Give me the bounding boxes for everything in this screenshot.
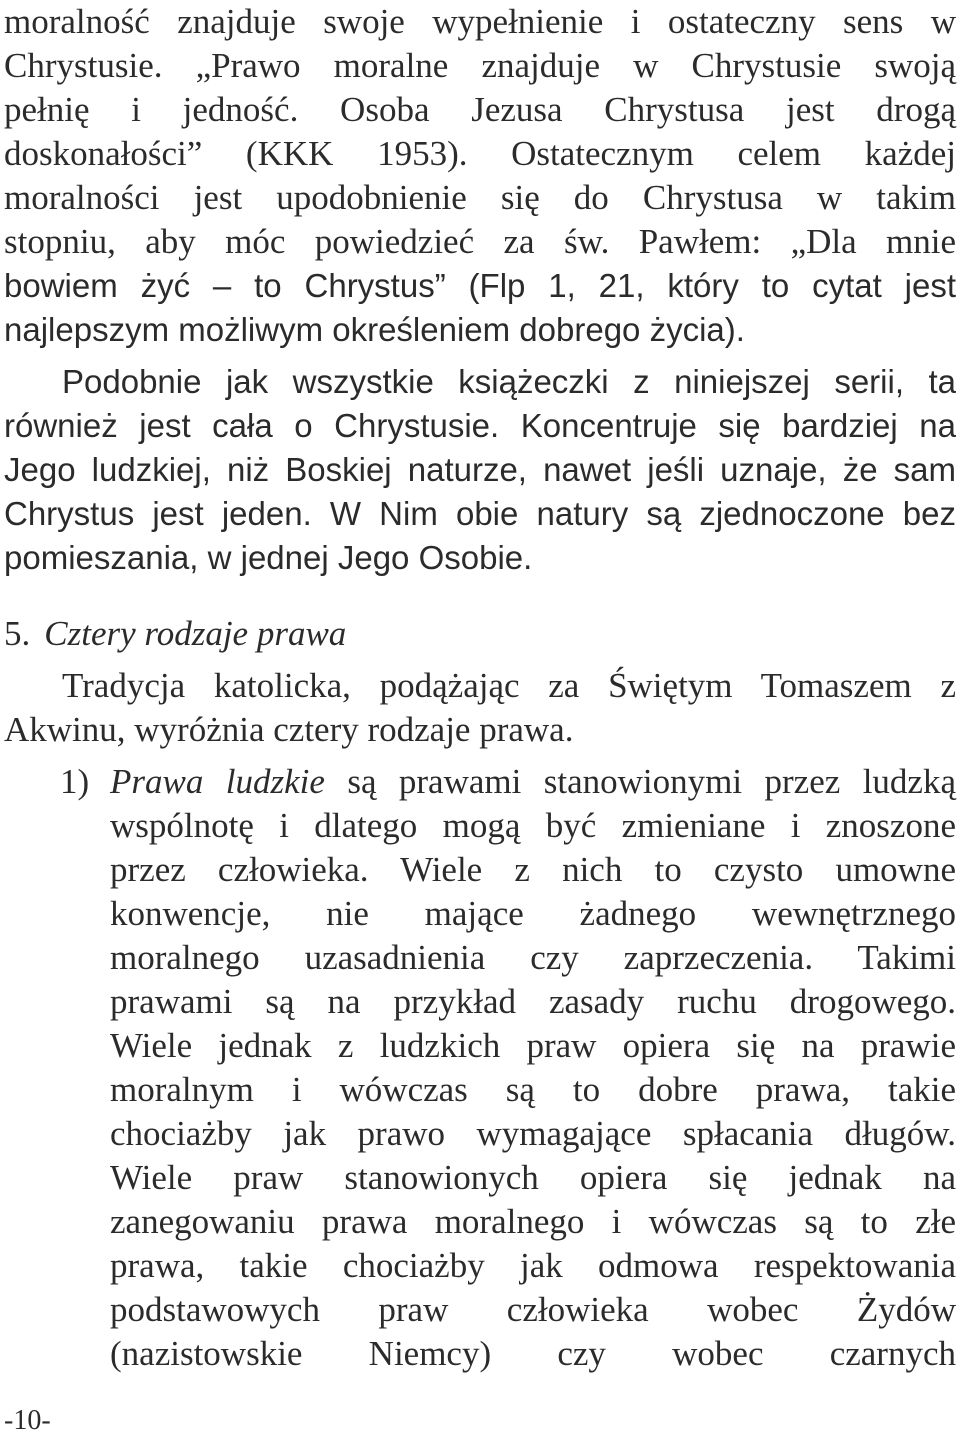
text-line: (nazistowskie Niemcy) czy wobec czarnych [110,1334,956,1373]
text-line: Chrystusie. „Prawo moralne znajduje w Chrystusie swoją [4,46,956,85]
text-line: Jego ludzkiej, niż Boskiej naturze, nawet jeśli uznaje, że sam [4,451,956,488]
list-item-number: 1) [60,762,90,801]
text-line: Tradycja katolicka, podążając za Świętym Tomaszem z [62,666,956,705]
text-line: również jest cała o Chrystusie. Koncentruje się bardziej na [4,407,956,444]
text-line: prawami są na przykład zasady ruchu drogowego. [110,982,956,1021]
text-line: chociażby jak prawo wymagające spłacania długów. [110,1114,956,1153]
text-line: podstawowych praw człowieka wobec Żydów [110,1290,956,1329]
text-line: Chrystus jest jeden. W Nim obie natury są zjednoczone bez [4,495,956,532]
text-line: moralność znajduje swoje wypełnienie i ostateczny sens w [4,2,956,41]
text-line: Wiele jednak z ludzkich praw opiera się na prawie [110,1026,956,1065]
section-title: Cztery rodzaje prawa [44,614,347,653]
list-item-term: Prawa ludzkie [110,762,325,801]
text-line: prawa, takie chociażby jak odmowa respektowania [110,1246,956,1285]
text-line: pomieszania, w jednej Jego Osobie. [4,539,533,576]
text-line: doskonałości” (KKK 1953). Ostatecznym celem każdej [4,134,956,173]
list-item-first-line [110,760,956,804]
text-line: stopniu, aby móc powiedzieć za św. Pawłem: „Dla mnie [4,222,956,261]
section-heading [4,612,346,656]
text-line: wspólnotę i dlatego mogą być zmieniane i znoszone [110,806,956,845]
page-number: -10- [4,1405,51,1436]
text-line: bowiem żyć – to Chrystus” (Flp 1, 21, który to cytat jest [4,267,956,304]
text-line: przez człowieka. Wiele z nich to czysto umowne [110,850,956,889]
section-number: 5. [4,614,31,653]
text-line: moralnego uzasadnienia czy zaprzeczenia. Takimi [110,938,956,977]
text-line: moralności jest upodobnienie się do Chrystusa w takim [4,178,956,217]
text-line: konwencje, nie mające żadnego wewnętrznego [110,894,956,933]
text-line: Podobnie jak wszystkie książeczki z niniejszej serii, ta [62,363,956,400]
text-line: pełnię i jedność. Osoba Jezusa Chrystusa jest drogą [4,90,956,129]
text-line: najlepszym możliwym określeniem dobrego życia). [4,311,745,348]
text-line: moralnym i wówczas są to dobre prawa, takie [110,1070,956,1109]
text-line: zanegowaniu prawa moralnego i wówczas są to złe [110,1202,956,1241]
text-line: Wiele praw stanowionych opiera się jednak na [110,1158,956,1197]
text-line: Akwinu, wyróżnia cztery rodzaje prawa. [4,710,574,749]
list-item-text: są prawami stanowionymi przez ludzką [324,762,956,801]
